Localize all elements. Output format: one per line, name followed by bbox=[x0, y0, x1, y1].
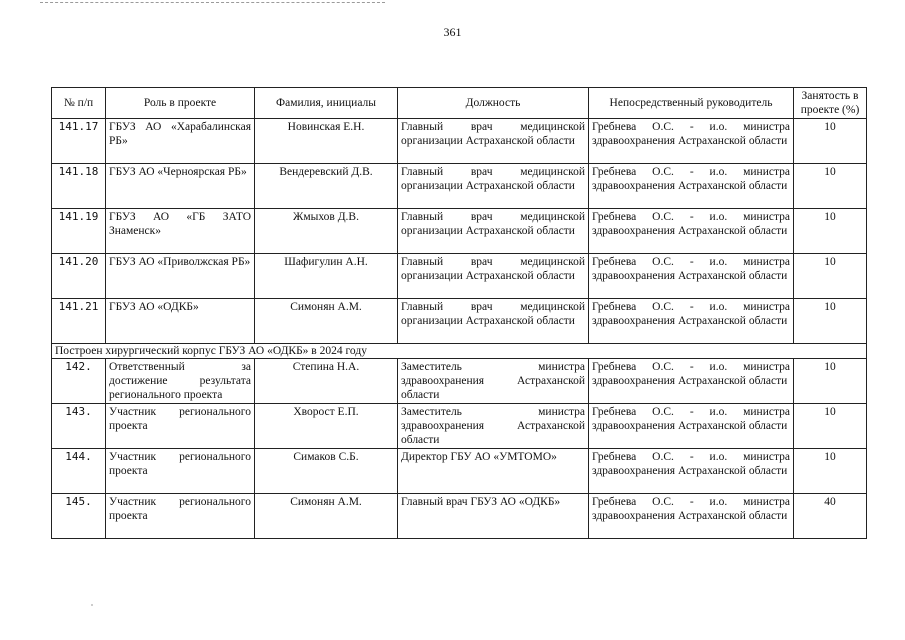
row-role: Участник регионального проекта bbox=[106, 449, 255, 494]
row-position: Главный врач медицинской организации Астраханской области bbox=[398, 299, 589, 344]
row-name: Симонян А.М. bbox=[255, 494, 398, 539]
row-position: Главный врач ГБУЗ АО «ОДКБ» bbox=[398, 494, 589, 539]
row-name: Хворост Е.П. bbox=[255, 404, 398, 449]
page-number: 361 bbox=[443, 25, 462, 39]
row-number: 142. bbox=[52, 359, 106, 404]
header-manager: Непосредственный руководитель bbox=[589, 88, 794, 119]
row-number: 143. bbox=[52, 404, 106, 449]
row-manager: Гребнева О.С. - и.о. министра здравоохранения Астраханской области bbox=[589, 119, 794, 164]
table-header-row bbox=[52, 88, 867, 119]
row-position: Главный врач медицинской организации Астраханской области bbox=[398, 254, 589, 299]
header-name: Фамилия, инициалы bbox=[255, 88, 398, 119]
header-num: № п/п bbox=[52, 88, 106, 119]
row-name: Степина Н.А. bbox=[255, 359, 398, 404]
row-occupancy: 10 bbox=[794, 404, 867, 449]
row-name: Вендеревский Д.В. bbox=[255, 164, 398, 209]
row-position: Заместитель министра здравоохранения Астраханской области bbox=[398, 359, 589, 404]
table-row bbox=[52, 119, 867, 164]
row-manager: Гребнева О.С. - и.о. министра здравоохранения Астраханской области bbox=[589, 164, 794, 209]
table-row bbox=[52, 299, 867, 344]
section-row bbox=[52, 344, 867, 359]
table-row bbox=[52, 404, 867, 449]
table-row bbox=[52, 494, 867, 539]
row-position: Главный врач медицинской организации Астраханской области bbox=[398, 164, 589, 209]
row-number: 141.17 bbox=[52, 119, 106, 164]
row-occupancy: 40 bbox=[794, 494, 867, 539]
row-position: Заместитель министра здравоохранения Астраханской области bbox=[398, 404, 589, 449]
section-title: Построен хирургический корпус ГБУЗ АО «ОДКБ» в 2024 году bbox=[52, 344, 867, 359]
row-manager: Гребнева О.С. - и.о. министра здравоохранения Астраханской области bbox=[589, 449, 794, 494]
row-manager: Гребнева О.С. - и.о. министра здравоохранения Астраханской области bbox=[589, 299, 794, 344]
row-name: Симонян А.М. bbox=[255, 299, 398, 344]
row-name: Жмыхов Д.В. bbox=[255, 209, 398, 254]
table-row bbox=[52, 359, 867, 404]
row-manager: Гребнева О.С. - и.о. министра здравоохранения Астраханской области bbox=[589, 254, 794, 299]
row-role: Участник регионального проекта bbox=[106, 494, 255, 539]
row-occupancy: 10 bbox=[794, 299, 867, 344]
row-occupancy: 10 bbox=[794, 209, 867, 254]
row-role: ГБУЗ АО «Приволжская РБ» bbox=[106, 254, 255, 299]
row-role: ГБУЗ АО «Черноярская РБ» bbox=[106, 164, 255, 209]
row-number: 145. bbox=[52, 494, 106, 539]
row-number: 141.20 bbox=[52, 254, 106, 299]
row-name: Шафигулин А.Н. bbox=[255, 254, 398, 299]
top-dashed-rule bbox=[40, 2, 385, 3]
row-number: 141.18 bbox=[52, 164, 106, 209]
row-manager: Гребнева О.С. - и.о. министра здравоохранения Астраханской области bbox=[589, 359, 794, 404]
table-row bbox=[52, 164, 867, 209]
header-position: Должность bbox=[398, 88, 589, 119]
row-name: Новинская Е.Н. bbox=[255, 119, 398, 164]
row-occupancy: 10 bbox=[794, 359, 867, 404]
row-position: Главный врач медицинской организации Астраханской области bbox=[398, 209, 589, 254]
row-manager: Гребнева О.С. - и.о. министра здравоохранения Астраханской области bbox=[589, 209, 794, 254]
row-manager: Гребнева О.С. - и.о. министра здравоохранения Астраханской области bbox=[589, 404, 794, 449]
row-occupancy: 10 bbox=[794, 119, 867, 164]
scan-speck bbox=[91, 604, 93, 606]
row-number: 141.21 bbox=[52, 299, 106, 344]
table-row bbox=[52, 449, 867, 494]
row-manager: Гребнева О.С. - и.о. министра здравоохранения Астраханской области bbox=[589, 494, 794, 539]
row-name: Симаков С.Б. bbox=[255, 449, 398, 494]
header-occupancy: Занятость в проекте (%) bbox=[794, 88, 867, 119]
table-row bbox=[52, 254, 867, 299]
row-occupancy: 10 bbox=[794, 164, 867, 209]
row-role: ГБУЗ АО «ГБ ЗАТО Знаменск» bbox=[106, 209, 255, 254]
row-role: Участник регионального проекта bbox=[106, 404, 255, 449]
table-row bbox=[52, 209, 867, 254]
header-role: Роль в проекте bbox=[106, 88, 255, 119]
row-role: ГБУЗ АО «Харабалинская РБ» bbox=[106, 119, 255, 164]
row-occupancy: 10 bbox=[794, 254, 867, 299]
row-number: 141.19 bbox=[52, 209, 106, 254]
row-occupancy: 10 bbox=[794, 449, 867, 494]
row-position: Директор ГБУ АО «УМТОМО» bbox=[398, 449, 589, 494]
row-number: 144. bbox=[52, 449, 106, 494]
row-role: ГБУЗ АО «ОДКБ» bbox=[106, 299, 255, 344]
row-role: Ответственный за достижение результата регионального проекта bbox=[106, 359, 255, 404]
row-position: Главный врач медицинской организации Астраханской области bbox=[398, 119, 589, 164]
project-staff-table bbox=[51, 87, 867, 539]
